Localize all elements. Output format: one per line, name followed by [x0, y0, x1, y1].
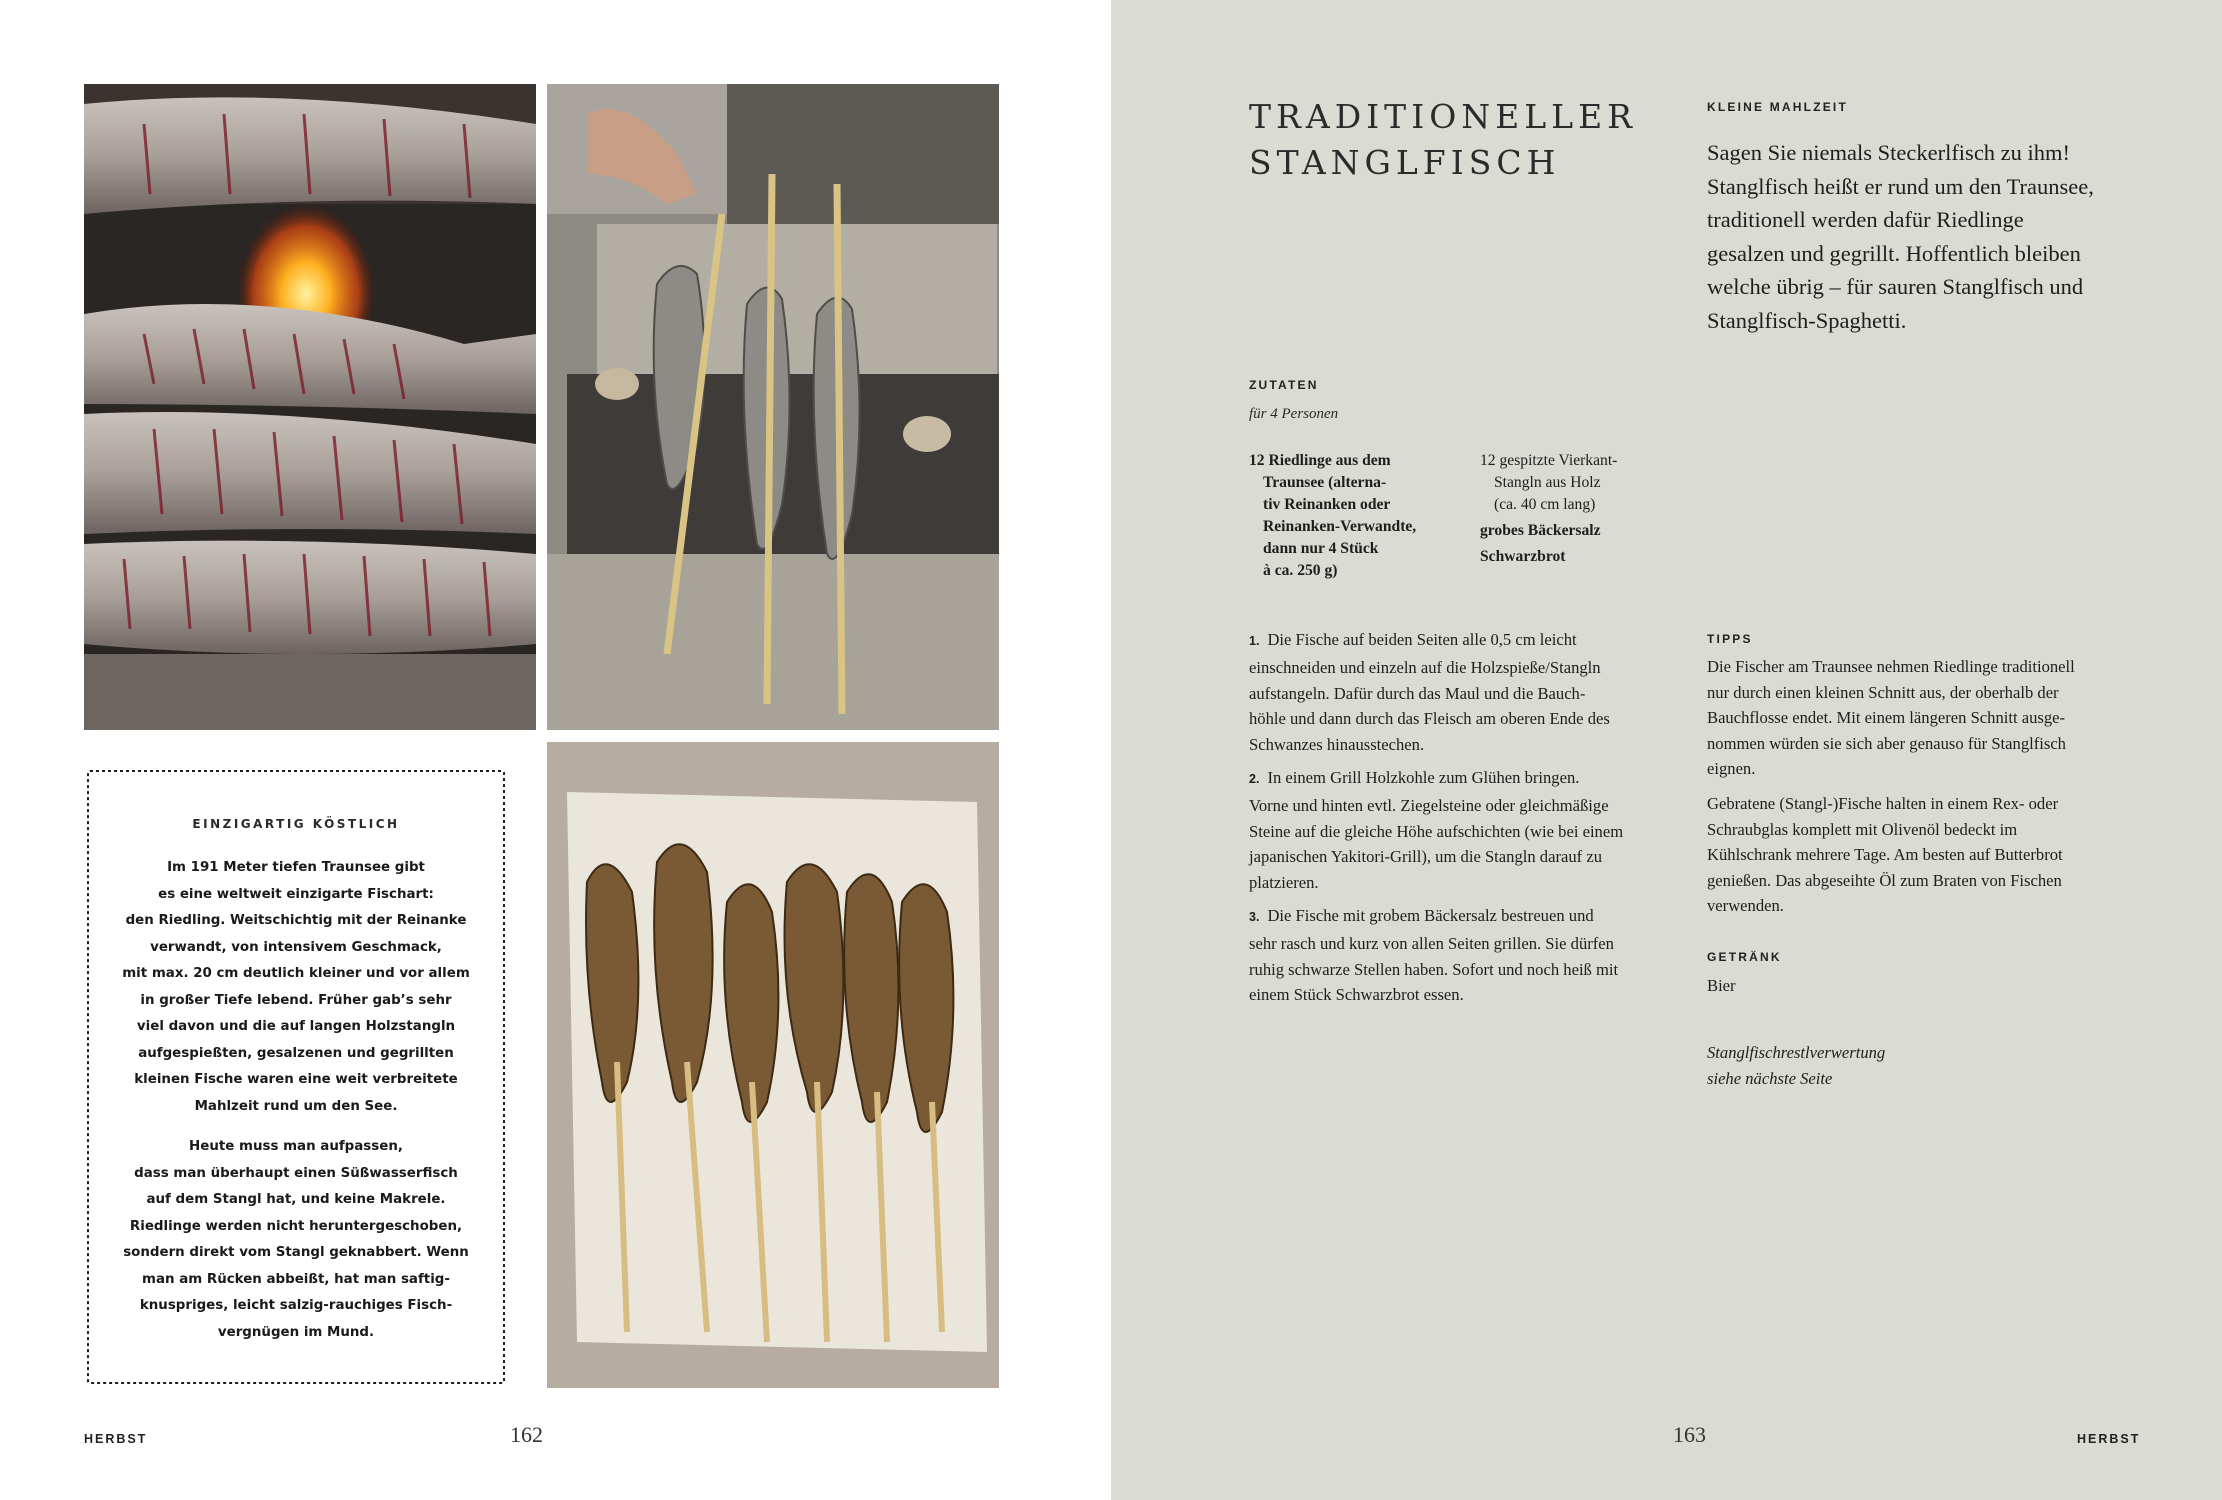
sidebar-heading: EINZIGARTIG KÖSTLICH — [192, 817, 400, 831]
step-text: Die Fische mit grobem Bäckersalz bestreuen und — [1267, 905, 1594, 925]
ingredient-line: 12 gespitzte Vierkant- — [1480, 452, 1618, 469]
ingredient-item — [1480, 520, 1680, 542]
step-line: aufstangeln. Dafür durch das Maul und die Bauch- — [1249, 683, 1586, 703]
text-line: es eine weltweit einzigarte Fischart: — [158, 886, 434, 902]
ingredients-column-1 — [1249, 450, 1449, 586]
tip-line: genießen. Das abgeseihte Öl zum Braten von Fischen — [1707, 870, 2062, 890]
ingredient-line: à ca. 250 g) — [1263, 562, 1338, 579]
ingredient-line: 12 Riedlinge aus dem — [1249, 452, 1391, 469]
ingredient-item — [1249, 450, 1449, 582]
step-line: Steine auf die gleiche Höhe aufschichten (wie bei einem — [1249, 821, 1624, 841]
step-line: Schwanzes hinausstechen. — [1249, 735, 1425, 755]
sidebar-paragraph-2 — [104, 1134, 488, 1346]
text-line: verwandt, von intensivem Geschmack, — [150, 939, 442, 955]
ingredient-line: (ca. 40 cm lang) — [1494, 496, 1596, 513]
text-line: aufgespießten, gesalzenen und gegrillten — [138, 1045, 454, 1061]
ingredient-line: dann nur 4 Stück — [1263, 540, 1379, 557]
step-2 — [1249, 765, 1689, 896]
tip-line: Schraubglas komplett mit Olivenöl bedeckt im — [1707, 819, 2018, 839]
title-line: STANGLFISCH — [1249, 143, 1561, 182]
tip-line: nur durch einen kleinen Schnitt aus, der oberhalb der — [1707, 682, 2059, 702]
tips-label: TIPPS — [1707, 632, 1753, 646]
ingredient-line: Traunsee (alterna- — [1263, 474, 1387, 491]
sidebar-text — [104, 855, 488, 1346]
photo-grilled-fish — [547, 742, 999, 1388]
text-line: knuspriges, leicht salzig-rauchiges Fisch- — [139, 1298, 453, 1313]
footer-section-right: HERBST — [2077, 1432, 2141, 1446]
ingredient-line: grobes Bäckersalz — [1480, 522, 1601, 539]
photo-fish-on-skewers — [547, 84, 999, 730]
text-line: man am Rücken abbeißt, hat man saftig- — [142, 1271, 450, 1287]
intro-line: welche übrig – für sauren Stanglfisch und — [1707, 274, 2084, 299]
intro-line: Sagen Sie niemals Steckerlfisch zu ihm! — [1707, 140, 2071, 165]
tip-line: nommen würden sie sich aber genauso für Stanglfisch — [1707, 733, 2066, 753]
step-text: Die Fische auf beiden Seiten alle 0,5 cm leicht — [1267, 630, 1577, 649]
category-label: KLEINE MAHLZEIT — [1707, 100, 1848, 114]
intro-line: gesalzen und gegrillt. Hoffentlich bleiben — [1707, 240, 2081, 266]
step-number: 1. — [1249, 634, 1260, 648]
title-line: TRADITIONELLER — [1249, 97, 1638, 136]
tip-line: Bauchflosse endet. Mit einem längeren Schnitt ausge- — [1707, 708, 2066, 728]
tip-line: Kühlschrank mehrere Tage. Am besten auf Butterbrot — [1707, 845, 2063, 865]
step-1 — [1249, 627, 1689, 758]
text-line: den Riedling. Weitschichtig mit der Reinanke — [125, 913, 467, 928]
step-line: einschneiden und einzeln auf die Holzspieße/Stangln — [1249, 657, 1601, 677]
tip-line: Die Fischer am Traunsee nehmen Riedlinge traditionell — [1707, 657, 2075, 676]
recipe-intro — [1707, 136, 2147, 337]
ingredient-line: Schwarzbrot — [1480, 548, 1566, 565]
step-line — [1249, 627, 1689, 655]
ingredients-label: ZUTATEN — [1249, 378, 1319, 392]
text-line: kleinen Fische waren eine weit verbreitete — [134, 1072, 458, 1087]
step-line — [1249, 765, 1689, 793]
step-text: In einem Grill Holzkohle zum Glühen bringen. — [1267, 767, 1580, 787]
ingredient-line: tiv Reinanken oder — [1263, 496, 1391, 513]
text-line: mit max. 20 cm deutlich kleiner und vor allem — [122, 966, 470, 981]
tip-line: eignen. — [1707, 759, 1756, 779]
tip-paragraph-2 — [1707, 791, 2147, 919]
step-line: höhle und dann durch das Fleisch am oberen Ende des — [1249, 709, 1610, 729]
text-line: Mahlzeit rund um den See. — [194, 1098, 398, 1114]
footer-section-left: HERBST — [84, 1432, 148, 1446]
text-line: Riedlinge werden nicht heruntergeschoben, — [129, 1218, 463, 1234]
ingredient-line: Reinanken-Verwandte, — [1263, 518, 1417, 535]
page-number-left: 162 — [510, 1422, 543, 1447]
text-line: in großer Tiefe lebend. Früher gab’s sehr — [140, 992, 452, 1008]
cross-reference — [1707, 1040, 1885, 1091]
step-line — [1249, 903, 1689, 931]
text-line: vergnügen im Mund. — [217, 1324, 375, 1340]
sidebar-box — [84, 767, 508, 1387]
photo-fish-over-fire — [84, 84, 536, 730]
recipe-steps — [1249, 627, 1689, 1015]
step-line: ruhig schwarze Stellen haben. Sofort und noch heiß mit — [1249, 959, 1619, 979]
text-line: Im 191 Meter tiefen Traunsee gibt — [167, 860, 425, 875]
text-line: auf dem Stangl hat, und keine Makrele. — [146, 1192, 446, 1207]
page-number-right: 163 — [1673, 1422, 1706, 1447]
sidebar-paragraph-1 — [104, 855, 488, 1120]
step-line: Vorne und hinten evtl. Ziegelsteine oder gleichmäßige — [1249, 795, 1609, 815]
recipe-title — [1249, 94, 1637, 186]
step-line: sehr rasch und kurz von allen Seiten grillen. Sie dürfen — [1249, 933, 1614, 953]
step-line: platzieren. — [1249, 873, 1319, 893]
text-line: Heute muss man aufpassen, — [189, 1139, 403, 1154]
text-line: dass man überhaupt einen Süßwasserfisch — [134, 1165, 458, 1181]
servings: für 4 Personen — [1249, 406, 1339, 422]
drink-label: GETRÄNK — [1707, 950, 1782, 964]
tips-section — [1707, 654, 2147, 928]
tip-line: Gebratene (Stangl-)Fische halten in einem Rex- oder — [1707, 793, 2059, 813]
step-number: 2. — [1249, 771, 1260, 786]
tip-line: verwenden. — [1707, 896, 1784, 916]
text-line: viel davon und die auf langen Holzstangln — [136, 1019, 456, 1034]
ingredient-line: Stangln aus Holz — [1494, 474, 1601, 491]
drink-value: Bier — [1707, 976, 1736, 995]
tip-paragraph-1 — [1707, 654, 2147, 782]
ingredients-column-2 — [1480, 450, 1680, 572]
intro-line: Stanglfisch-Spaghetti. — [1707, 307, 1907, 333]
crossref-line: siehe nächste Seite — [1707, 1068, 1833, 1088]
ingredient-item — [1480, 450, 1680, 516]
step-line: einem Stück Schwarzbrot essen. — [1249, 985, 1464, 1005]
step-number: 3. — [1249, 909, 1260, 924]
intro-line: traditionell werden dafür Riedlinge — [1707, 207, 2024, 232]
ingredient-item — [1480, 546, 1680, 568]
step-line: japanischen Yakitori-Grill), um die Stangln darauf zu — [1249, 847, 1602, 867]
intro-line: Stanglfisch heißt er rund um den Traunsee, — [1707, 173, 2094, 199]
step-3 — [1249, 903, 1689, 1008]
text-line: sondern direkt vom Stangl geknabbert. Wenn — [123, 1245, 469, 1260]
crossref-line: Stanglfischrestlverwertung — [1707, 1043, 1886, 1062]
